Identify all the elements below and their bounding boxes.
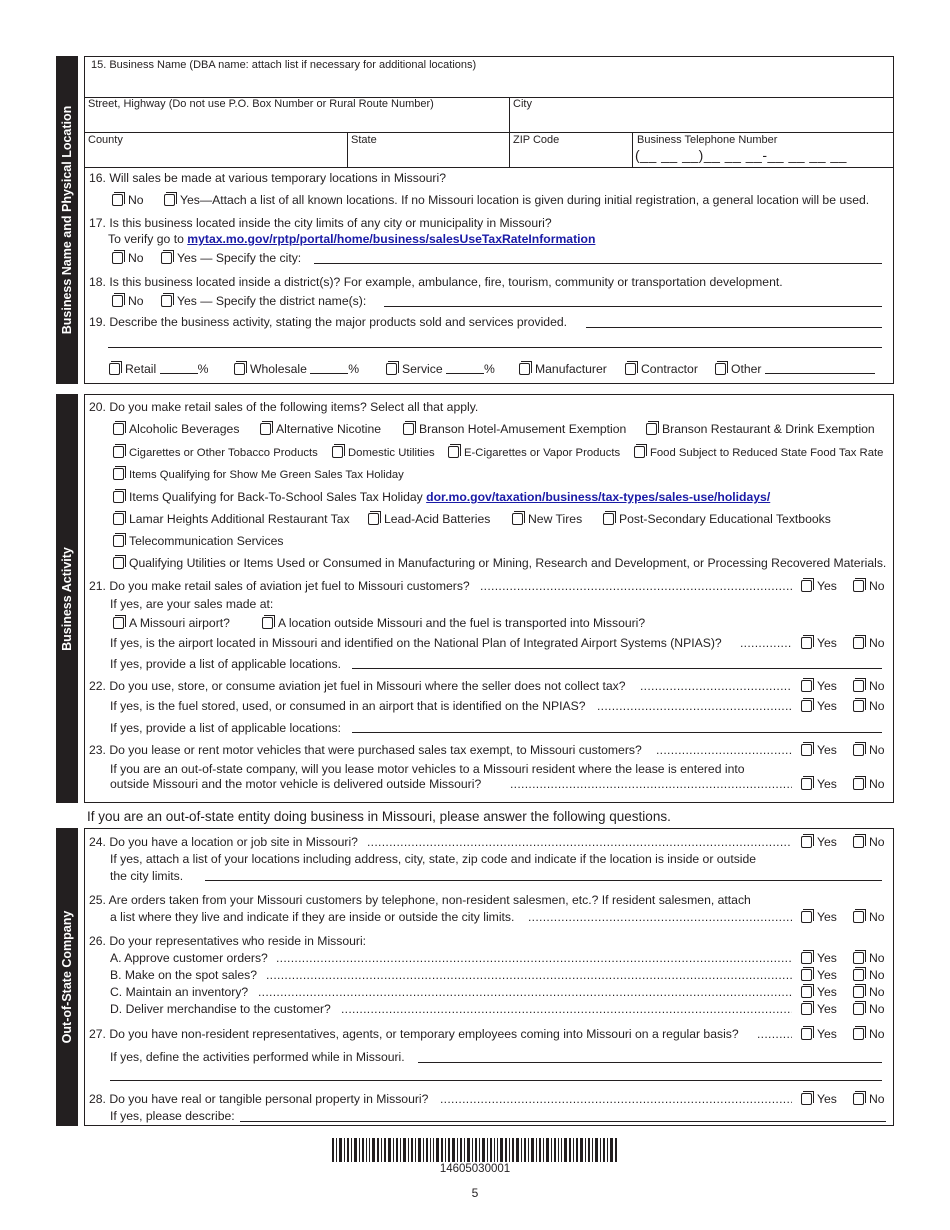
leader-dots [480,579,792,593]
checkbox-icon [853,986,864,998]
leader-dots [258,985,792,999]
city-input-line[interactable] [314,263,882,264]
checkbox-icon [853,1003,864,1015]
item-checkbox[interactable]: Branson Hotel-Amusement Exemption [403,422,626,436]
activity-input-line-2[interactable] [108,347,882,348]
q26-item: A. Approve customer orders? [110,951,268,965]
q27-no-checkbox[interactable]: No [853,1027,885,1041]
checkbox-icon [801,836,812,848]
q27-define: If yes, define the activities performed while in Missouri. [110,1050,405,1064]
district-input-line[interactable] [384,306,882,307]
q26a-no-checkbox[interactable]: No [853,951,885,965]
checkbox-icon [801,969,812,981]
other-checkbox[interactable]: Other [715,362,875,376]
checkbox-icon [113,491,124,503]
checkbox-icon [448,446,459,458]
checkbox-icon [801,744,812,756]
leader-dots [597,699,792,713]
checkbox-icon [801,911,812,923]
q22-npias: If yes, is the fuel stored, used, or consumed in an airport that is identified on the NPIAS? [110,699,586,713]
q27-input-line-2[interactable] [110,1080,882,1081]
business-name-label: 15. Business Name (DBA name: attach list if necessary for additional locations) [91,59,477,71]
checkbox-icon [113,557,124,569]
item-checkbox[interactable]: Qualifying Utilities or Items Used or Consumed in Manufacturing or Mining, Research and Development, or Processing Recovered Materials. [113,556,886,570]
checkbox-icon [386,363,397,375]
q27-input-line[interactable] [418,1062,882,1063]
sidebar-label: Business Name and Physical Location [60,105,74,335]
item-checkbox[interactable]: Alcoholic Beverages [113,422,239,436]
q22-list: If yes, provide a list of applicable locations: [110,721,342,735]
activity-input-line[interactable] [586,327,882,328]
item-checkbox[interactable]: Items Qualifying for Back-To-School Sales Tax Holiday dor.mo.gov/taxation/business/tax-types/sales-use/holidays/ [113,490,770,504]
divider [84,167,894,168]
leader-dots [276,951,792,965]
q28-no-checkbox[interactable]: No [853,1092,885,1106]
leader-dots [656,743,792,757]
leader-dots [528,910,792,924]
divider [632,132,633,167]
q25-label: 25. Are orders taken from your Missouri customers by telephone, non-resident salesmen, etc.? If resident salesmen, attach [89,893,751,907]
item-checkbox[interactable]: Cigarettes or Other Tobacco Products [113,446,318,459]
item-checkbox[interactable]: Lead-Acid Batteries [368,512,490,526]
checkbox-icon [260,423,271,435]
q21-ifyes: If yes, are your sales made at: [110,597,274,611]
q23-body-1: If you are an out-of-state company, will you lease motor vehicles to a Missouri resident where the lease is entered into [110,762,745,776]
q28-describe: If yes, please describe: [110,1109,235,1123]
q17-no-checkbox[interactable]: No [112,251,144,265]
checkbox-icon [646,423,657,435]
q24-yes-checkbox[interactable]: Yes [801,835,837,849]
sidebar-business-activity [56,394,78,803]
q26-label: 26. Do your representatives who reside in Missouri: [89,934,367,948]
checkbox-icon [113,468,124,480]
q22-npias-no-checkbox[interactable]: No [853,699,885,713]
checkbox-icon [715,363,726,375]
checkbox-icon [801,680,812,692]
q21-label: 21. Do you make retail sales of aviation jet fuel to Missouri customers? [89,579,470,593]
q23-lease-yes-checkbox[interactable]: Yes [801,777,837,791]
q16-yes-checkbox[interactable]: Yes—Attach a list of all known locations. If no Missouri location is given during initial registration, a general location will be used. [164,193,869,207]
q26a-yes-checkbox[interactable]: Yes [801,951,837,965]
q26-item: C. Maintain an inventory? [110,985,249,999]
q26-item: B. Make on the spot sales? [110,968,258,982]
sidebar-business-name [56,56,78,384]
checkbox-icon [403,423,414,435]
phone-label: Business Telephone Number [637,134,778,146]
wholesale-checkbox[interactable]: Wholesale % [234,362,359,376]
checkbox-icon [801,952,812,964]
checkbox-icon [112,252,123,264]
item-checkbox[interactable]: Telecommunication Services [113,534,283,548]
q25-no-checkbox[interactable]: No [853,910,885,924]
checkbox-icon [113,617,124,629]
q18-no-checkbox[interactable]: No [112,294,144,308]
checkbox-icon [853,969,864,981]
sidebar-label: Out-of-State Company [60,910,74,1044]
q16-no-checkbox[interactable]: No [112,193,144,207]
q26d-no-checkbox[interactable]: No [853,1002,885,1016]
checkbox-icon [164,194,175,206]
q28-label: 28. Do you have real or tangible personal property in Missouri? [89,1092,429,1106]
item-checkbox[interactable]: Lamar Heights Additional Restaurant Tax [113,512,350,526]
barcode [332,1138,618,1162]
checkbox-icon [161,252,172,264]
checkbox-icon [512,513,523,525]
q22-yes-checkbox[interactable]: Yes [801,679,837,693]
q18-label: 18. Is this business located inside a district(s)? For example, ambulance, fire, tourism, community or transportation development. [89,275,783,289]
service-checkbox[interactable]: Service % [386,362,495,376]
tax-rate-link[interactable]: mytax.mo.gov/rptp/portal/home/business/salesUseTaxRateInformation [187,232,596,246]
leader-dots [740,636,792,650]
q21-npias: If yes, is the airport located in Missouri and identified on the National Plan of Integrated Airport Systems (NPIAS)? [110,636,722,650]
item-checkbox[interactable]: Items Qualifying for Show Me Green Sales Tax Holiday [113,468,404,481]
checkbox-icon [853,700,864,712]
leader-dots [367,835,792,849]
q24-body-1: If yes, attach a list of your locations including address, city, state, zip code and indicate if the location is inside or outside [110,852,757,866]
checkbox-icon [262,617,273,629]
item-checkbox[interactable]: Alternative Nicotine [260,422,381,436]
q23-no-checkbox[interactable]: No [853,743,885,757]
q21-npias-no-checkbox[interactable]: No [853,636,885,650]
q23-yes-checkbox[interactable]: Yes [801,743,837,757]
checkbox-icon [234,363,245,375]
holidays-link[interactable]: dor.mo.gov/taxation/business/tax-types/sales-use/holidays/ [426,490,771,504]
checkbox-icon [801,1028,812,1040]
q26d-yes-checkbox[interactable]: Yes [801,1002,837,1016]
item-checkbox[interactable]: E-Cigarettes or Vapor Products [448,446,620,459]
outside-checkbox[interactable]: A location outside Missouri and the fuel is transported into Missouri? [262,616,645,630]
q24-label: 24. Do you have a location or job site in Missouri? [89,835,358,849]
checkbox-icon [113,446,124,458]
sidebar-label: Business Activity [60,546,74,651]
q28-yes-checkbox[interactable]: Yes [801,1092,837,1106]
q22-npias-yes-checkbox[interactable]: Yes [801,699,837,713]
checkbox-icon [332,446,343,458]
checkbox-icon [801,637,812,649]
locations-input-line[interactable] [352,732,882,733]
leader-dots [440,1092,792,1106]
q26c-no-checkbox[interactable]: No [853,985,885,999]
item-checkbox[interactable]: New Tires [512,512,582,526]
checkbox-icon [853,744,864,756]
q24-no-checkbox[interactable]: No [853,835,885,849]
q24-body-2: the city limits. [110,869,184,883]
q26b-yes-checkbox[interactable]: Yes [801,968,837,982]
q25-body: a list where they live and indicate if they are inside or outside the city limits. [110,910,515,924]
checkbox-icon [801,986,812,998]
state-label: State [351,134,377,146]
checkbox-icon [801,700,812,712]
q17-verify: To verify go to mytax.mo.gov/rptp/portal/home/business/salesUseTaxRateInformation [108,232,596,246]
county-label: County [88,134,123,146]
manufacturer-checkbox[interactable]: Manufacturer [519,362,607,376]
q21-list: If yes, provide a list of applicable locations. [110,657,342,671]
checkbox-icon [161,295,172,307]
checkbox-icon [853,1028,864,1040]
checkbox-icon [801,778,812,790]
checkbox-icon [625,363,636,375]
leader-dots [341,1002,792,1016]
leader-dots [640,679,792,693]
city-label: City [513,98,532,110]
q20-label: 20. Do you make retail sales of the following items? Select all that apply. [89,400,479,414]
checkbox-icon [634,446,645,458]
q26c-yes-checkbox[interactable]: Yes [801,985,837,999]
checkbox-icon [801,1003,812,1015]
contractor-checkbox[interactable]: Contractor [625,362,698,376]
q22-label: 22. Do you use, store, or consume aviation jet fuel in Missouri where the seller does not collect tax? [89,679,626,693]
q23-lease-no-checkbox[interactable]: No [853,777,885,791]
locations-input-line[interactable] [352,668,882,669]
checkbox-icon [801,1093,812,1105]
q17-yes-checkbox[interactable]: Yes — Specify the city: [161,251,301,265]
airport-checkbox[interactable]: A Missouri airport? [113,616,230,630]
item-checkbox[interactable]: Post-Secondary Educational Textbooks [603,512,831,526]
q19-label: 19. Describe the business activity, stating the major products sold and services provided. [89,315,568,329]
checkbox-icon [113,423,124,435]
out-of-state-intro: If you are an out-of-state entity doing business in Missouri, please answer the following questions. [87,809,671,824]
q25-yes-checkbox[interactable]: Yes [801,910,837,924]
zip-label: ZIP Code [513,134,560,146]
checkbox-icon [519,363,530,375]
q27-yes-checkbox[interactable]: Yes [801,1027,837,1041]
checkbox-icon [368,513,379,525]
divider [347,132,348,167]
q16-label: 16. Will sales be made at various temporary locations in Missouri? [89,171,446,185]
checkbox-icon [113,513,124,525]
checkbox-icon [853,836,864,848]
checkbox-icon [801,580,812,592]
q27-label: 27. Do you have non-resident representatives, agents, or temporary employees coming into Missouri on a regular basis? [89,1027,739,1041]
q23-label: 23. Do you lease or rent motor vehicles that were purchased sales tax exempt, to Missouri customers? [89,743,642,757]
retail-checkbox[interactable]: Retail % [109,362,208,376]
item-checkbox[interactable]: Branson Restaurant & Drink Exemption [646,422,875,436]
checkbox-icon [853,911,864,923]
checkbox-icon [603,513,614,525]
divider [509,97,510,167]
page-number: 5 [471,1186,479,1200]
q22-no-checkbox[interactable]: No [853,679,885,693]
checkbox-icon [853,637,864,649]
barcode-number: 14605030001 [439,1163,511,1175]
q21-yes-checkbox[interactable]: Yes [801,579,837,593]
street-label: Street, Highway (Do not use P.O. Box Number or Rural Route Number) [88,98,434,110]
q24-input-line[interactable] [205,880,882,881]
q18-yes-checkbox[interactable]: Yes — Specify the district name(s): [161,294,366,308]
checkbox-icon [853,580,864,592]
leader-dots [510,777,792,791]
checkbox-icon [112,194,123,206]
q21-npias-yes-checkbox[interactable]: Yes [801,636,837,650]
checkbox-icon [109,363,120,375]
leader-dots [266,968,792,982]
checkbox-icon [853,1093,864,1105]
leader-dots [757,1027,792,1041]
q28-input-line[interactable] [240,1121,886,1122]
divider [84,132,894,133]
checkbox-icon [853,680,864,692]
sidebar-out-of-state [56,828,78,1126]
checkbox-icon [853,952,864,964]
checkbox-icon [112,295,123,307]
q26-item: D. Deliver merchandise to the customer? [110,1002,331,1016]
q23-body-2: outside Missouri and the motor vehicle is delivered outside Missouri? [110,777,482,791]
q17-label: 17. Is this business located inside the city limits of any city or municipality in Missouri? [89,216,552,230]
checkbox-icon [853,778,864,790]
phone-input[interactable]: (__ __ __)__ __ __-__ __ __ __ [635,147,847,163]
q26b-no-checkbox[interactable]: No [853,968,885,982]
item-checkbox[interactable]: Domestic Utilities [332,446,435,459]
item-checkbox[interactable]: Food Subject to Reduced State Food Tax Rate [634,446,883,459]
q21-no-checkbox[interactable]: No [853,579,885,593]
checkbox-icon [113,535,124,547]
